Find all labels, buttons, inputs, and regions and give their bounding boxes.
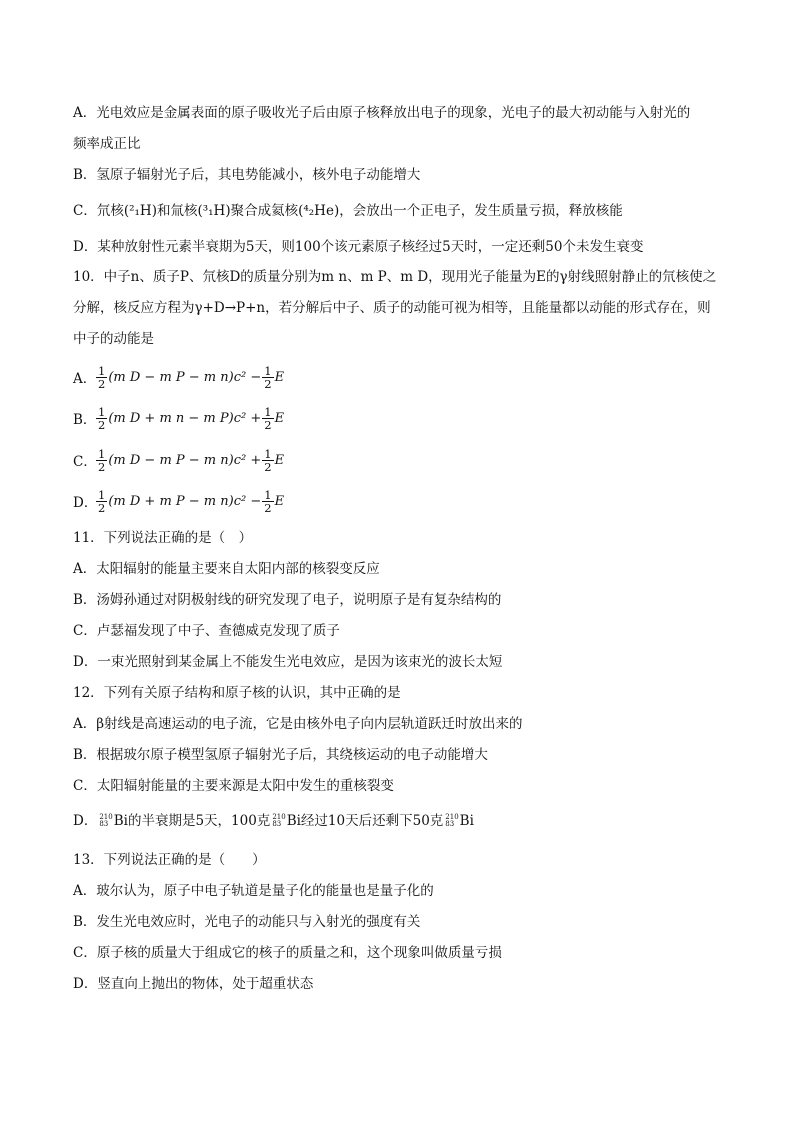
- fraction-half: $\frac{1}{2}$: [264, 446, 272, 474]
- q12-option-b: B．根据玻尔原子模型氢原子辐射光子后，其绕核运动的电子动能增大: [73, 747, 488, 763]
- option-expression: (m D + m n − m P)c² +: [108, 410, 262, 426]
- q9-option-a-line1: A．光电效应是金属表面的原子吸收光子后由原子核释放出电子的现象，光电子的最大初动能与入射光的: [73, 105, 691, 121]
- option-expression: (m D − m P − m n)c² −: [108, 369, 262, 385]
- q11-option-c: C．卢瑟福发现了中子、查德威克发现了质子: [73, 623, 340, 639]
- q10-option-d: D． $\frac{1}{2}$ (m D + m P − m n)c² − $\frac{1}{2}$ E: [73, 487, 285, 515]
- q10-option-b: B． $\frac{1}{2}$ (m D + m n − m P)c² + $\frac{1}{2}$ E: [73, 404, 285, 432]
- fraction-half: $\frac{1}{2}$: [264, 363, 272, 391]
- q11-option-a: A．太阳辐射的能量主要来自太阳内部的核裂变反应: [73, 561, 380, 577]
- option-expression: (m D + m P − m n)c² −: [108, 493, 262, 509]
- q12-stem: 12．下列有关原子结构和原子核的认识，其中正确的是: [73, 685, 401, 701]
- q11-option-b: B．汤姆孙通过对阴极射线的研究发现了电子，说明原子是有复杂结构的: [73, 592, 502, 608]
- q10-option-c: C． $\frac{1}{2}$ (m D − m P − m n)c² + $\frac{1}{2}$ E: [73, 446, 285, 474]
- q12-option-a: A．β射线是高速运动的电子流，它是由核外电子向内层轨道跃迁时放出来的: [73, 716, 523, 732]
- q11-option-d: D．一束光照射到某金属上不能发生光电效应，是因为该束光的波长太短: [73, 654, 503, 670]
- q13-option-b: B．发生光电效应时，光电子的动能只与入射光的强度有关: [73, 914, 421, 930]
- q9-option-c: C．氘核(²₁H)和氚核(³₁H)聚合成氦核(⁴₂He)，会放出一个正电子，发生质量亏损，释放核能: [73, 203, 623, 219]
- q12-option-c: C．太阳辐射能量的主要来源是太阳中发生的重核裂变: [73, 778, 394, 794]
- q13-option-d: D．竖直向上抛出的物体，处于超重状态: [73, 976, 314, 992]
- q10-stem: 10．中子n、质子P、氘核D的质量分别为m n、m P、m D，现用光子能量为E的γ射线照射静止的氘核使之分解，核反应方程为γ+D→P+n，若分解后中子、质子的动能可视为相等，且能量都以动能的形式存在，则中子的动能是: [73, 269, 717, 347]
- q13-option-a: A．玻尔认为，原子中电子轨道是量子化的能量也是量子化的: [73, 883, 434, 899]
- fraction-half: $\frac{1}{2}$: [264, 487, 272, 515]
- q12-option-d: D． 210 83 Bi的半衰期是5天，100克 210 83 Bi经过10天后还剩下50克 210 83 Bi: [73, 813, 474, 829]
- fraction-half: $\frac{1}{2}$: [98, 446, 106, 474]
- q10-option-a: A． $\frac{1}{2}$ (m D − m P − m n)c² − $\frac{1}{2}$ E: [73, 363, 285, 391]
- nuclide-index: 210 83: [445, 813, 459, 828]
- q13-option-c: C．原子核的质量大于组成它的核子的质量之和，这个现象叫做质量亏损: [73, 945, 502, 961]
- fraction-half: $\frac{1}{2}$: [264, 404, 272, 432]
- fraction-half: $\frac{1}{2}$: [98, 404, 106, 432]
- q11-stem: 11．下列说法正确的是（ ）: [73, 530, 253, 546]
- nuclide-index: 210 83: [99, 813, 113, 828]
- option-label: A．: [73, 371, 97, 387]
- q9-option-d: D．某种放射性元素半衰期为5天，则100个该元素原子核经过5天时，一定还剩50个未发生衰变: [73, 239, 644, 255]
- q9-option-b: B．氢原子辐射光子后，其电势能减小，核外电子动能增大: [73, 167, 421, 183]
- nuclide-index: 210 83: [272, 813, 286, 828]
- q9-option-a-line2: 频率成正比: [73, 136, 141, 152]
- option-expression: (m D − m P − m n)c² +: [108, 452, 262, 468]
- fraction-half: $\frac{1}{2}$: [98, 487, 106, 515]
- q13-stem: 13．下列说法正确的是（ ）: [73, 852, 266, 868]
- fraction-half: $\frac{1}{2}$: [98, 363, 106, 391]
